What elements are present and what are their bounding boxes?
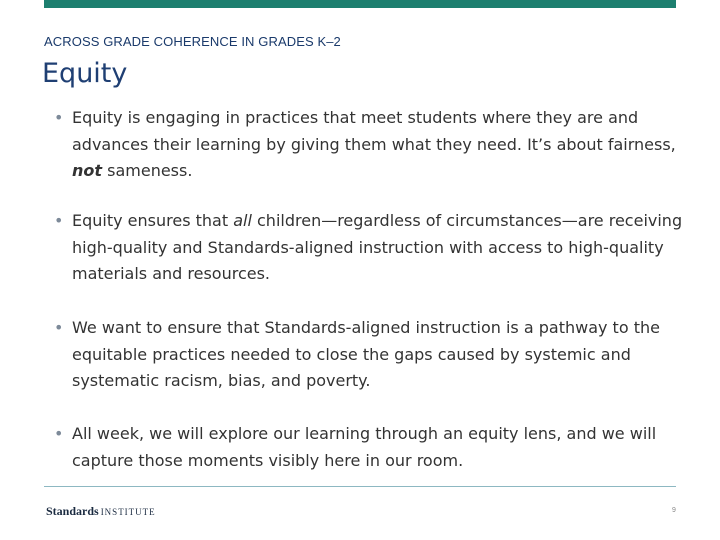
logo-word-institute: INSTITUTE: [100, 507, 156, 517]
emphasis-all: all: [233, 211, 252, 230]
standards-institute-logo: [46, 504, 156, 519]
bullet-text: We want to ensure that Standards-aligned instruction is a pathway to the equitable practices needed to close the gaps caused by systemic and systematic racism, bias, and poverty.: [72, 318, 660, 390]
top-accent-bar: [44, 0, 676, 8]
bullet-item-4: [54, 421, 684, 474]
bullet-text: [72, 105, 684, 185]
bullet-text: [72, 208, 684, 288]
bullet-item-1: [54, 105, 684, 185]
section-kicker: ACROSS GRADE COHERENCE IN GRADES K–2: [44, 34, 341, 49]
bullet-dot-icon: •: [54, 424, 64, 443]
emphasis-not: not: [72, 161, 103, 180]
page-number: 9: [672, 507, 676, 514]
bullet-dot-icon: •: [54, 318, 64, 337]
logo-word-standards: Standards: [46, 504, 99, 518]
bullet-dot-icon: •: [54, 108, 64, 127]
bullet-text-segment: Equity is engaging in practices that meet students where they are and advances their learning by giving them what they need. It’s about fairness,: [72, 108, 676, 154]
bullet-item-3: [54, 315, 684, 395]
footer-divider: [44, 486, 676, 487]
page-title: Equity: [42, 58, 128, 89]
bullet-text-segment: Equity ensures that: [72, 211, 234, 230]
bullet-text-segment: sameness.: [102, 161, 193, 180]
bullet-item-2: [54, 208, 684, 288]
bullet-text: All week, we will explore our learning through an equity lens, and we will capture those moments visibly here in our room.: [72, 424, 657, 470]
bullet-dot-icon: •: [54, 211, 64, 230]
bullet-text-segment: children—regardless of circumstances—are receiving high-quality and Standards-aligned instruction with access to high-quality materials and resources.: [72, 211, 683, 283]
